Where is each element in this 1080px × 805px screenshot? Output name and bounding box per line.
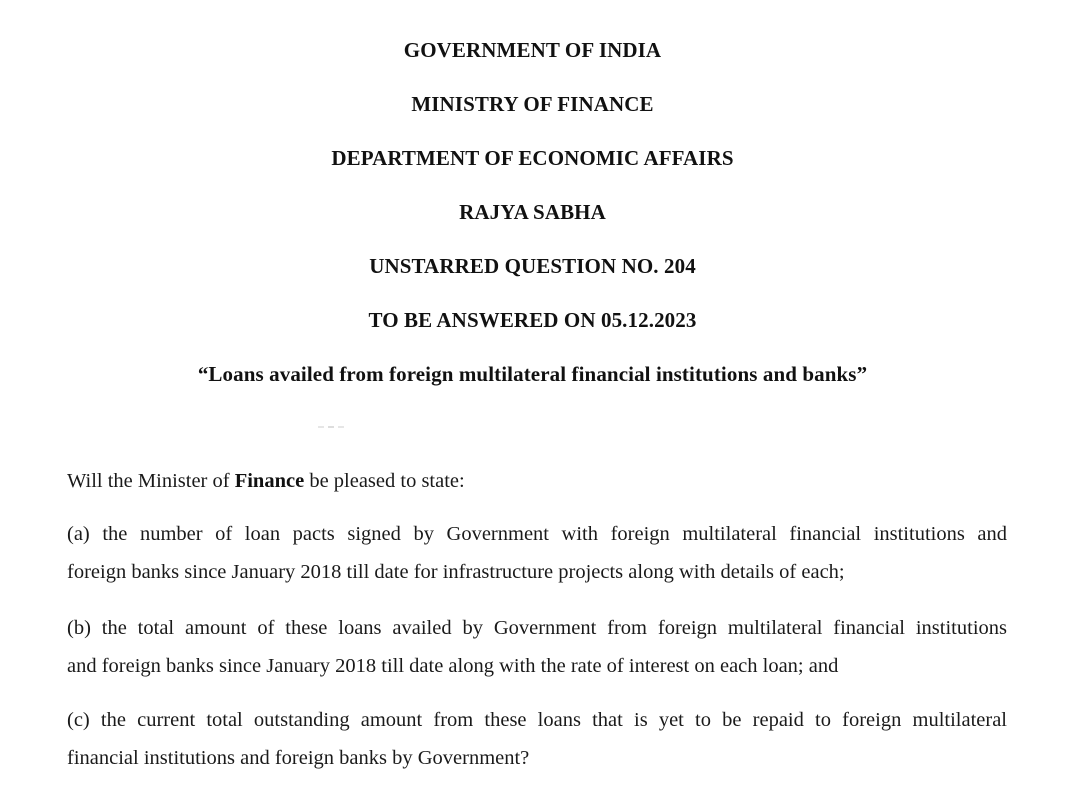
intro-ministry: Finance <box>234 470 305 492</box>
answer-date-heading: TO BE ANSWERED ON 05.12.2023 <box>368 308 697 332</box>
department-heading: DEPARTMENT OF ECONOMIC AFFAIRS <box>331 146 734 170</box>
question-part-a <box>67 522 1007 598</box>
intro-prefix: Will the Minister of <box>67 470 235 492</box>
part-b-line-2: and foreign banks since January 2018 till date along with the rate of interest on each loan; and <box>67 655 839 677</box>
part-a-line-1: (a) the number of loan pacts signed by Government with foreign multilateral financial institutions and <box>67 523 1007 545</box>
house-heading: RAJYA SABHA <box>459 200 606 224</box>
question-intro <box>67 469 1007 493</box>
subject-heading: “Loans availed from foreign multilateral financial institutions and banks” <box>197 362 868 386</box>
scan-artifact <box>318 426 344 428</box>
question-number-heading: UNSTARRED QUESTION NO. 204 <box>369 254 696 278</box>
part-c-line-1: (c) the current total outstanding amount from these loans that is yet to be repaid to foreign multilateral <box>67 709 1007 731</box>
ministry-heading: MINISTRY OF FINANCE <box>411 92 654 116</box>
government-heading: GOVERNMENT OF INDIA <box>403 38 662 62</box>
question-part-c <box>67 708 1007 784</box>
question-part-b <box>67 616 1007 692</box>
part-a-line-2: foreign banks since January 2018 till date for infrastructure projects along with details of each; <box>67 561 845 583</box>
part-b-line-1: (b) the total amount of these loans availed by Government from foreign multilateral financial institutions <box>67 617 1007 639</box>
intro-suffix: be pleased to state: <box>304 470 465 492</box>
part-c-line-2: financial institutions and foreign banks by Government? <box>67 747 530 769</box>
